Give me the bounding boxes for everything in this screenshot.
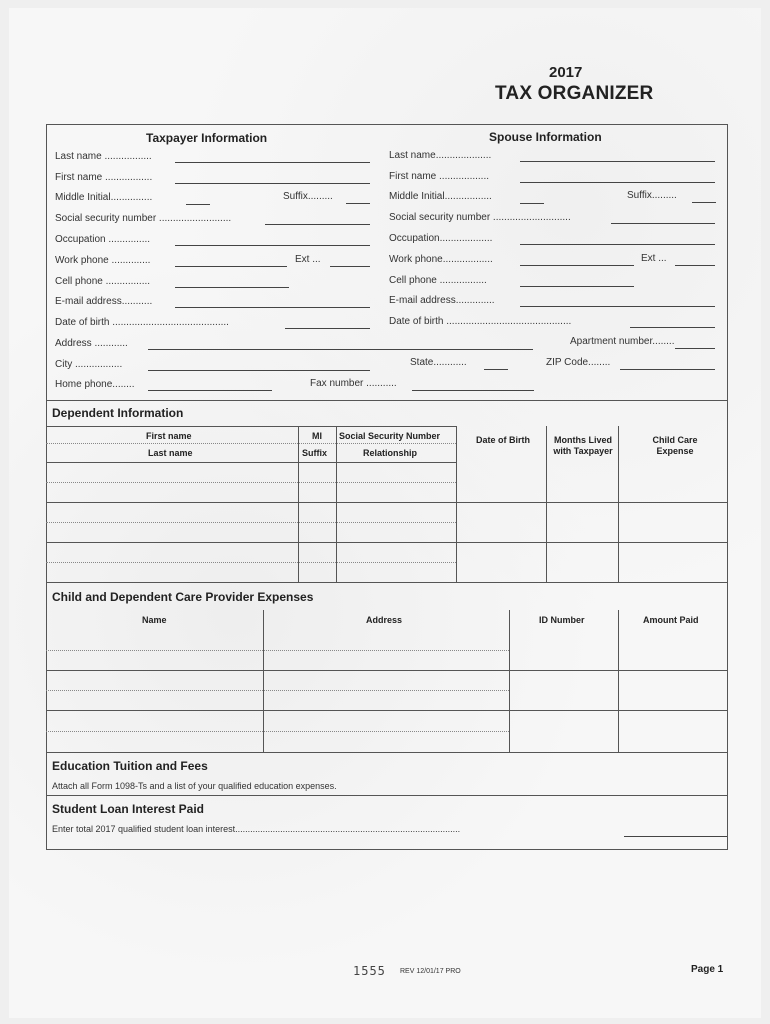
dependent-row[interactable] bbox=[46, 562, 456, 563]
sp-first-name-label: First name .................. bbox=[389, 171, 490, 182]
tp-occupation-field[interactable] bbox=[175, 245, 370, 246]
tp-ext-field[interactable] bbox=[330, 266, 370, 267]
table-rule bbox=[46, 502, 728, 503]
sp-dob-field[interactable] bbox=[630, 327, 715, 328]
dep-col-mi: MI bbox=[312, 431, 322, 441]
sp-ssn-field[interactable] bbox=[611, 223, 715, 224]
state-field[interactable] bbox=[484, 369, 508, 370]
tp-suffix-field[interactable] bbox=[346, 203, 370, 204]
tp-ext-label: Ext ... bbox=[295, 254, 321, 265]
table-rule bbox=[46, 462, 456, 463]
tp-email-field[interactable] bbox=[175, 307, 370, 308]
tp-ssn-label: Social security number .......................... bbox=[55, 213, 232, 224]
education-heading: Education Tuition and Fees bbox=[52, 759, 208, 773]
prov-col-amount: Amount Paid bbox=[643, 615, 699, 625]
apartment-field[interactable] bbox=[675, 348, 715, 349]
address-label: Address ............ bbox=[55, 338, 128, 349]
sp-occupation-field[interactable] bbox=[520, 244, 715, 245]
education-text: Attach all Form 1098-Ts and a list of your qualified education expenses. bbox=[52, 781, 337, 791]
tp-cell-phone-field[interactable] bbox=[175, 287, 289, 288]
city-field[interactable] bbox=[148, 370, 370, 371]
table-rule bbox=[46, 426, 456, 427]
sp-ext-label: Ext ... bbox=[641, 253, 667, 264]
sp-email-label: E-mail address.............. bbox=[389, 295, 495, 306]
tp-occupation-label: Occupation ............... bbox=[55, 234, 151, 245]
tp-suffix-label: Suffix......... bbox=[283, 191, 333, 202]
table-rule bbox=[46, 670, 728, 671]
providers-heading: Child and Dependent Care Provider Expenses bbox=[52, 590, 314, 604]
fax-field[interactable] bbox=[412, 390, 534, 391]
table-rule bbox=[46, 752, 728, 753]
table-rule bbox=[618, 610, 619, 752]
form-year: 2017 bbox=[549, 64, 583, 81]
tp-work-phone-field[interactable] bbox=[175, 266, 287, 267]
sp-dob-label: Date of birth ............................................. bbox=[389, 316, 572, 327]
sp-suffix-field[interactable] bbox=[692, 202, 716, 203]
dep-col-months: Months Lived with Taxpayer bbox=[553, 435, 613, 456]
home-phone-label: Home phone........ bbox=[55, 379, 135, 390]
form-number: 1555 bbox=[353, 964, 386, 978]
divider bbox=[46, 795, 728, 796]
sp-middle-initial-label: Middle Initial................. bbox=[389, 191, 492, 202]
prov-col-name: Name bbox=[142, 615, 167, 625]
sp-suffix-label: Suffix......... bbox=[627, 190, 677, 201]
student-loan-heading: Student Loan Interest Paid bbox=[52, 802, 205, 816]
tp-ssn-field[interactable] bbox=[265, 224, 370, 225]
dep-col-childcare: Child Care Expense bbox=[652, 435, 698, 456]
prov-col-id: ID Number bbox=[539, 615, 585, 625]
sp-ssn-label: Social security number ............................ bbox=[389, 212, 571, 223]
tp-first-name-field[interactable] bbox=[175, 183, 370, 184]
divider bbox=[46, 400, 728, 401]
form-title: TAX ORGANIZER bbox=[495, 83, 654, 104]
tp-work-phone-label: Work phone .............. bbox=[55, 255, 151, 266]
prov-col-address: Address bbox=[366, 615, 403, 625]
sp-middle-initial-field[interactable] bbox=[520, 203, 544, 204]
tp-email-label: E-mail address........... bbox=[55, 296, 153, 307]
table-rule bbox=[509, 610, 510, 752]
table-rule bbox=[546, 426, 547, 582]
tp-dob-label: Date of birth .......................................... bbox=[55, 317, 229, 328]
table-rule bbox=[456, 426, 457, 582]
dep-col-last-name: Last name bbox=[148, 448, 193, 458]
zip-field[interactable] bbox=[620, 369, 715, 370]
sp-work-phone-label: Work phone.................. bbox=[389, 254, 493, 265]
sp-occupation-label: Occupation................... bbox=[389, 233, 493, 244]
table-rule bbox=[46, 582, 728, 583]
tp-cell-phone-label: Cell phone ................ bbox=[55, 276, 151, 287]
sp-ext-field[interactable] bbox=[675, 265, 715, 266]
sp-work-phone-field[interactable] bbox=[520, 265, 634, 266]
address-field[interactable] bbox=[148, 349, 533, 350]
table-rule bbox=[298, 426, 299, 582]
form-frame bbox=[46, 124, 728, 850]
dependent-row[interactable] bbox=[46, 522, 456, 523]
zip-label: ZIP Code........ bbox=[546, 357, 611, 368]
apartment-label: Apartment number........ bbox=[570, 336, 675, 347]
student-loan-text: Enter total 2017 qualified student loan interest.......................................................................................... bbox=[52, 824, 461, 834]
table-rule bbox=[46, 710, 728, 711]
tp-dob-field[interactable] bbox=[285, 328, 370, 329]
tp-middle-initial-label: Middle Initial............... bbox=[55, 192, 153, 203]
provider-row[interactable] bbox=[46, 650, 509, 651]
tp-first-name-label: First name ................. bbox=[55, 172, 153, 183]
taxpayer-heading: Taxpayer Information bbox=[146, 131, 268, 145]
tp-last-name-label: Last name ................. bbox=[55, 151, 152, 162]
revision: REV 12/01/17 PRO bbox=[400, 968, 461, 975]
spouse-heading: Spouse Information bbox=[489, 130, 602, 144]
dep-col-relationship: Relationship bbox=[363, 448, 418, 458]
table-rule bbox=[46, 542, 728, 543]
provider-row[interactable] bbox=[46, 690, 509, 691]
table-rule bbox=[336, 426, 337, 582]
student-loan-amount-field[interactable] bbox=[624, 836, 727, 837]
dep-col-first-name: First name bbox=[146, 431, 192, 441]
page-number: Page 1 bbox=[691, 964, 724, 975]
dependent-heading: Dependent Information bbox=[52, 406, 184, 420]
dep-col-suffix: Suffix bbox=[302, 448, 328, 458]
sp-cell-phone-label: Cell phone ................. bbox=[389, 275, 487, 286]
sp-last-name-field[interactable] bbox=[520, 161, 715, 162]
sp-cell-phone-field[interactable] bbox=[520, 286, 634, 287]
city-label: City ................. bbox=[55, 359, 123, 370]
sp-first-name-field[interactable] bbox=[520, 182, 715, 183]
sp-last-name-label: Last name.................... bbox=[389, 150, 492, 161]
tp-last-name-field[interactable] bbox=[175, 162, 370, 163]
home-phone-field[interactable] bbox=[148, 390, 272, 391]
dep-col-ssn: Social Security Number bbox=[339, 431, 441, 441]
table-rule bbox=[618, 426, 619, 582]
provider-row[interactable] bbox=[46, 731, 509, 732]
dependent-row[interactable] bbox=[46, 482, 456, 483]
state-label: State............ bbox=[410, 357, 467, 368]
tp-middle-initial-field[interactable] bbox=[186, 204, 210, 205]
fax-label: Fax number ........... bbox=[310, 378, 397, 389]
sp-email-field[interactable] bbox=[520, 306, 715, 307]
dep-col-dob: Date of Birth bbox=[476, 435, 530, 445]
table-rule bbox=[46, 443, 456, 444]
